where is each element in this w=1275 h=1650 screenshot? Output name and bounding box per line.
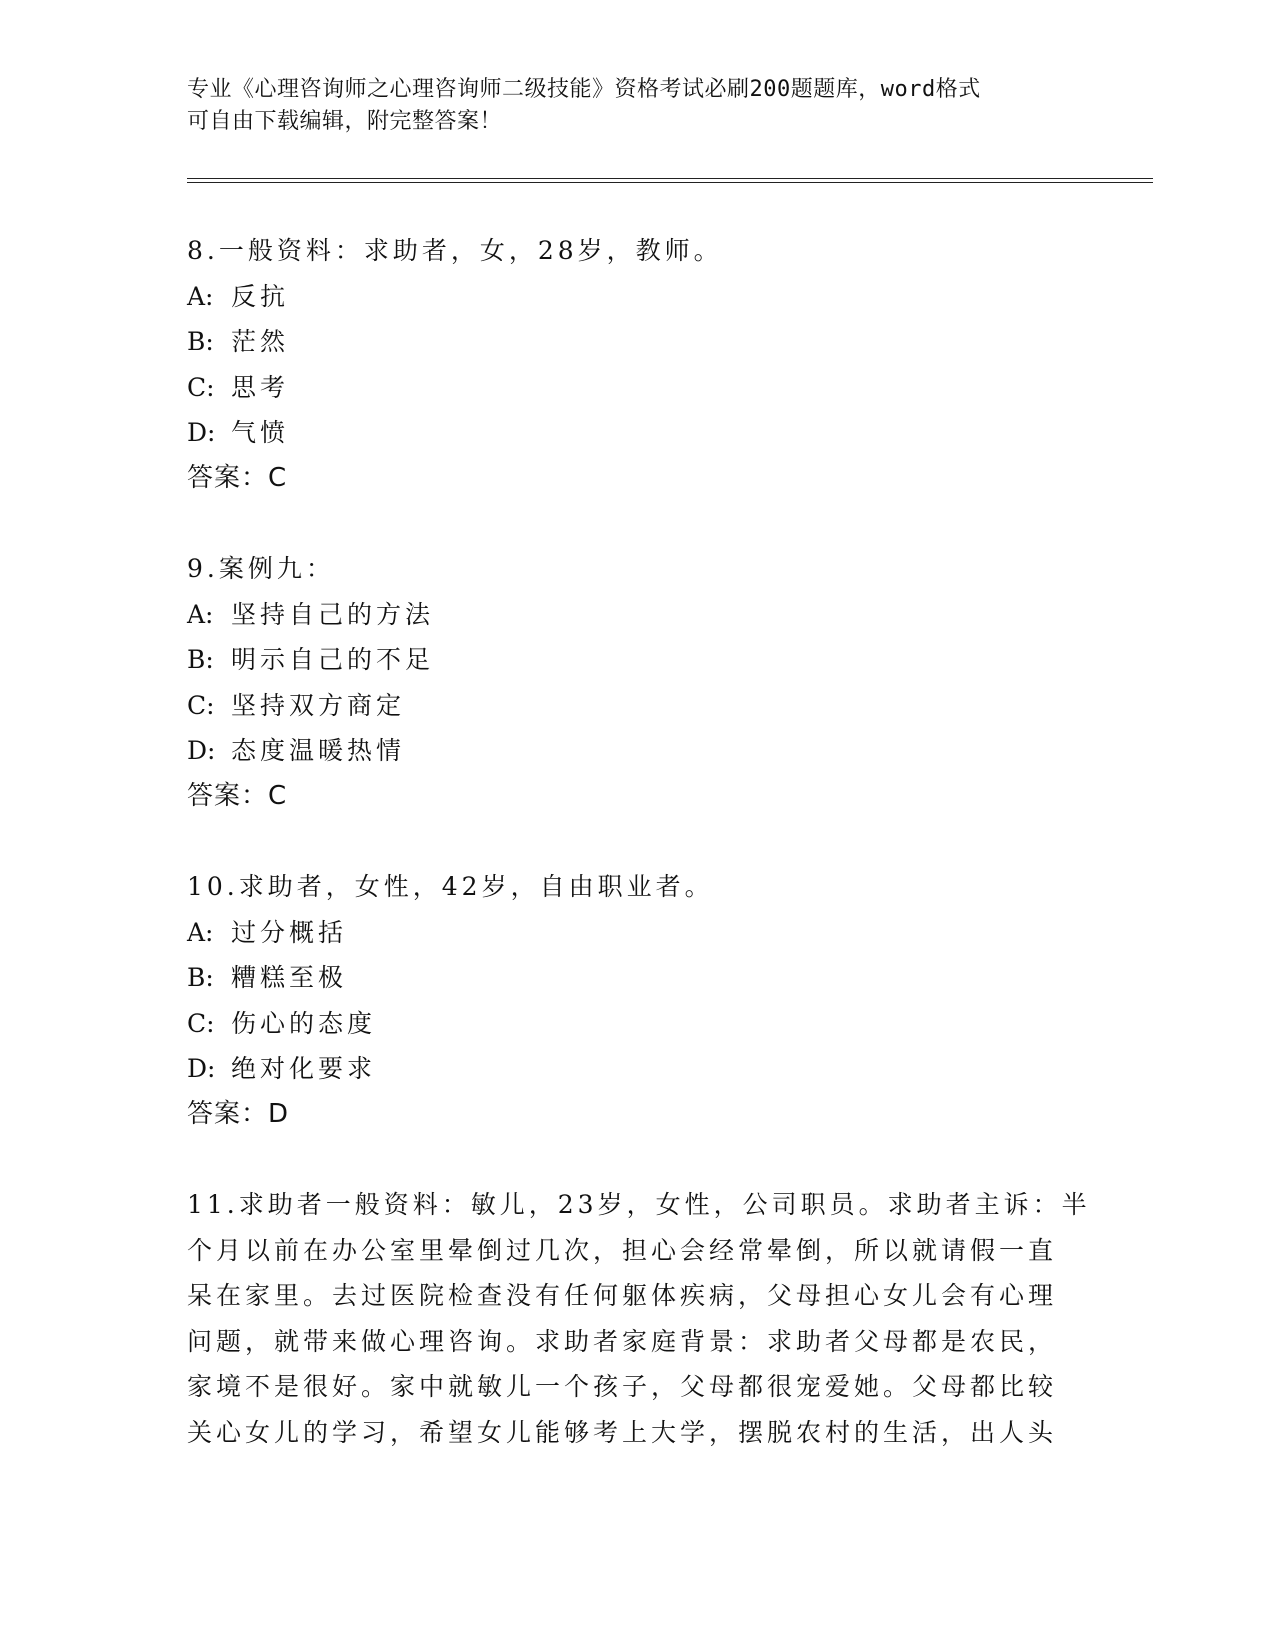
option-letter: A: [187,599,214,629]
question-10 [187,864,1087,1137]
option-letter: C: [187,372,215,402]
option-b [187,637,1087,683]
option-letter: A: [187,281,214,311]
option-d [187,728,1087,774]
question-stem: 8.一般资料：求助者，女，28岁，教师。 [187,236,723,265]
answer-line: 答案：C [187,780,288,811]
option-letter: C: [187,690,215,720]
option-text: 明示自己的不足 [231,645,435,674]
option-text: 坚持双方商定 [231,690,406,720]
question-11 [187,1182,1091,1455]
option-letter: D: [187,1054,216,1083]
option-letter: C: [187,1008,215,1038]
document-header [187,74,1067,138]
option-letter: D: [187,736,216,765]
question-stem: 9.案例九： [187,554,335,583]
option-text: 思考 [231,372,290,402]
option-c [187,1001,1087,1047]
question-8 [187,228,1087,501]
option-c [187,683,1087,729]
option-c [187,365,1087,411]
option-b [187,955,1087,1001]
answer-line: 答案：D [187,1098,290,1129]
option-text: 过分概括 [231,917,348,947]
option-d [187,410,1087,456]
option-letter: B: [187,963,214,992]
option-a [187,274,1087,320]
option-text: 气愤 [231,418,290,447]
option-letter: B: [187,327,214,356]
header-line-2: 可自由下载编辑，附完整答案！ [187,109,503,134]
option-a [187,592,1087,638]
paragraph-line: 11.求助者一般资料：敏儿，23岁，女性，公司职员。求助者主诉：半 [187,1190,1091,1219]
paragraph-line: 家境不是很好。家中就敏儿一个孩子，父母都很宠爱她。父母都比较 [187,1372,1058,1401]
option-text: 坚持自己的方法 [231,599,435,629]
question-stem: 10.求助者，女性，42岁，自由职业者。 [187,872,714,901]
paragraph-line: 关心女儿的学习，希望女儿能够考上大学，摆脱农村的生活，出人头 [187,1417,1058,1447]
option-b [187,319,1087,365]
header-line-1: 专业《心理咨询师之心理咨询师二级技能》资格考试必刷200题题库，word格式 [187,77,981,102]
option-d [187,1046,1087,1092]
paragraph-line: 问题，就带来做心理咨询。求助者家庭背景：求助者父母都是农民， [187,1326,1058,1356]
option-letter: A: [187,917,214,947]
option-text: 反抗 [231,281,290,311]
answer-line: 答案：C [187,462,288,493]
option-a [187,910,1087,956]
option-text: 伤心的态度 [231,1008,377,1038]
option-letter: B: [187,645,214,674]
option-text: 态度温暖热情 [231,736,406,765]
question-9 [187,546,1087,819]
option-text: 糟糕至极 [231,963,348,992]
option-letter: D: [187,418,216,447]
header-divider-bottom [187,182,1153,183]
question-list [187,228,1091,1500]
header-divider-top [187,178,1153,179]
paragraph-line: 呆在家里。去过医院检查没有任何躯体疾病，父母担心女儿会有心理 [187,1281,1058,1310]
option-text: 绝对化要求 [231,1054,377,1083]
option-text: 茫然 [231,327,290,356]
paragraph-line: 个月以前在办公室里晕倒过几次，担心会经常晕倒，所以就请假一直 [187,1235,1058,1265]
